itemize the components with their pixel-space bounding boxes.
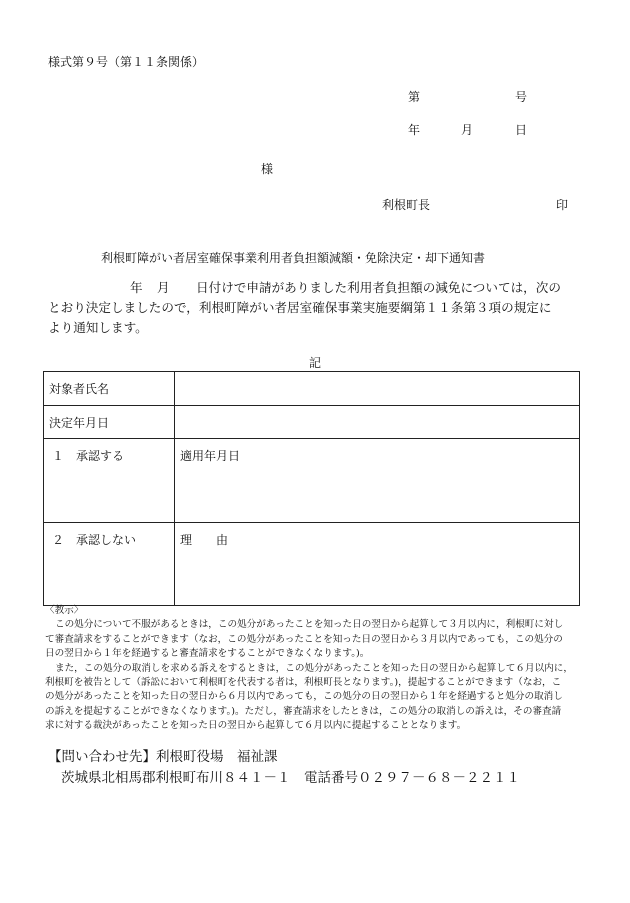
target-name-label: 対象者氏名 [44,372,175,406]
decision-date-value [175,406,580,439]
reject-value: 理 由 [175,523,580,606]
document-number-prefix: 第 [408,90,421,104]
issuer-name: 利根町長 [382,198,431,212]
decision-table [43,371,580,606]
table-row [44,523,580,606]
table-row [44,372,580,406]
table-row [44,439,580,523]
notice-line: この処分について不服があるときは，この処分があったことを知った日の翌日から起算して３月以内に，利根町に対し [55,619,564,631]
notice-line: また，この処分の取消しを求める訴えをするときは，この処分があったことを知った日の翌日から起算して６月以内に， [55,662,573,674]
body-line-3: より通知します。 [48,320,148,335]
ki-heading: 記 [309,356,322,370]
notice-line: の訴えを提起することができなくなります。)。ただし，審査請求をしたときは，この処分の取消しの訴えは，その審査請 [45,705,562,717]
notice-block [45,604,585,734]
notice-line: 利根町を被告として（訴訟において利根町を代表する者は，利根町長となります。)，提起することができます（なお，こ [45,677,562,689]
contact-heading: 【問い合わせ先】利根町役場 福祉課 [48,749,278,765]
approve-label: １ 承認する [44,439,175,523]
form-number: 様式第９号（第１１条関係） [48,55,205,69]
seal-mark: 印 [556,198,569,212]
table-row [44,406,580,439]
body-text [48,278,580,338]
addressee-suffix: 様 [261,162,274,176]
approve-value: 適用年月日 [175,439,580,523]
issue-date-year: 年 [408,123,421,137]
reject-label: ２ 承認しない [44,523,175,606]
body-rest: 日付けで申請がありました利用者負担額の減免については，次の [196,280,561,295]
issue-date-month: 月 [461,123,474,137]
body-year: 年 [130,280,143,295]
body-month: 月 [157,280,170,295]
body-line-1 [48,278,580,298]
contact-address: 茨城県北相馬郡利根町布川８４１－１ 電話番号０２９７－６８－２２１１ [61,770,520,786]
issue-date-day: 日 [515,123,528,137]
document-number-suffix: 号 [515,90,528,104]
notice-line: の処分があったことを知った日の翌日から６月以内であっても，この処分の日の翌日から１年を経過すると処分の取消し [45,691,563,703]
body-line-2: とおり決定しましたので，利根町障がい者居室確保事業実施要綱第１１条第３項の規定に [48,300,552,315]
notice-heading: 〈教示〉 [45,605,84,616]
target-name-value [175,372,580,406]
notice-line: て審査請求をすることができます（なお，この処分があったことを知った日の翌日から３月以内であっても，この処分の [45,633,563,645]
document-title: 利根町障がい者居室確保事業利用者負担額減額・免除決定・却下通知書 [101,251,486,265]
decision-date-label: 決定年月日 [44,406,175,439]
notice-line: 求に対する裁決があったことを知った日の翌日から起算して６月以内に提起することとなります。 [45,720,467,732]
notice-line: 日の翌日から１年を経過すると審査請求をすることができなくなります。)。 [45,648,370,660]
